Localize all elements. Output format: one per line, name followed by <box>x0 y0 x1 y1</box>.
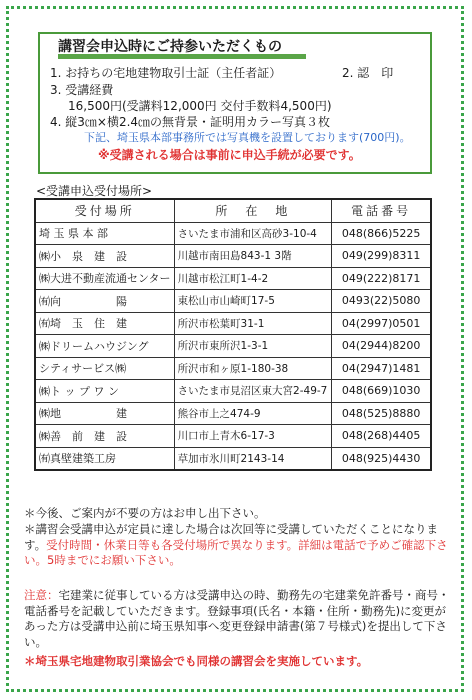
place-cell: ㈲向 陽 <box>35 290 174 313</box>
phone-cell: 048(525)8880 <box>332 402 431 425</box>
address-cell: 所沢市松葉町31-1 <box>174 312 332 335</box>
place-cell: ㈱小 泉 建 設 <box>35 245 174 268</box>
table-row <box>35 267 431 290</box>
table-row <box>35 312 431 335</box>
address-cell: さいたま市見沼区東大宮2-49-7 <box>174 380 332 403</box>
caution-label: 注意： <box>24 588 59 602</box>
phone-cell: 048(669)1030 <box>332 380 431 403</box>
phone-cell: 04(2997)0501 <box>332 312 431 335</box>
item-1: 1. お持ちの宅地建物取引士証（主任者証） <box>50 66 282 80</box>
address-cell: さいたま市浦和区高砂3-10-4 <box>174 222 332 245</box>
address-cell: 所沢市東所沢1-3-1 <box>174 335 332 358</box>
header-place: 受付場所 <box>35 199 174 222</box>
place-cell: ㈱地 建 <box>35 402 174 425</box>
table-row <box>35 335 431 358</box>
table-row <box>35 402 431 425</box>
place-cell: ㈱大进不動産流通センター <box>35 267 174 290</box>
item-3: 3. 受講経費 <box>50 83 114 97</box>
place-cell: 埼 玉 県 本 部 <box>35 222 174 245</box>
caution-text: 宅建業に従事している方は受講申込の時、勤務先の宅建業免許番号・商号・電話番号を記載していただきます。登録事項(氏名・本籍・住所・勤務先)に変更があった方は受講申込前に埼玉県知事へ変更登録申請書(第７号様式)を提出して下さい。 <box>24 588 450 649</box>
footer-note: ＊埼玉県宅地建物取引業協会でも同様の講習会を実施しています。 <box>24 654 369 668</box>
table-row <box>35 290 431 313</box>
requirements-title: 講習会申込時にご持参いただくもの <box>58 39 282 55</box>
phone-cell: 049(222)8171 <box>332 267 431 290</box>
phone-cell: 048(268)4405 <box>332 425 431 448</box>
item-3-detail: 16,500円(受講料12,000円 交付手数料4,500円) <box>68 99 332 113</box>
place-cell: ㈱善 前 建 設 <box>35 425 174 448</box>
address-cell: 川越市松江町1-4-2 <box>174 267 332 290</box>
table-row <box>35 447 431 470</box>
caution <box>24 588 452 650</box>
note-2-red: 受付時間・休業日等も各受付場所で異なります。詳細は電話で予めご確認下さい。5時までにお願い下さい。 <box>24 537 448 567</box>
table-row <box>35 380 431 403</box>
phone-cell: 04(2947)1481 <box>332 357 431 380</box>
place-cell: ㈱ドリームハウジング <box>35 335 174 358</box>
table-row <box>35 425 431 448</box>
phone-cell: 048(925)4430 <box>332 447 431 470</box>
header-phone: 電話番号 <box>332 199 431 222</box>
table-row <box>35 245 431 268</box>
note-2 <box>24 522 452 569</box>
address-cell: 川越市南田島843-1 3階 <box>174 245 332 268</box>
address-cell: 東松山市山崎町17-5 <box>174 290 332 313</box>
phone-cell: 048(866)5225 <box>332 222 431 245</box>
address-cell: 所沢市和ヶ原1-180-38 <box>174 357 332 380</box>
place-cell: ㈲埼 玉 住 建 <box>35 312 174 335</box>
address-cell: 草加市氷川町2143-14 <box>174 447 332 470</box>
table-header-row <box>35 199 431 222</box>
place-cell: ㈱ト ッ プ ワ ン <box>35 380 174 403</box>
phone-cell: 0493(22)5080 <box>332 290 431 313</box>
address-cell: 川口市上青木6-17-3 <box>174 425 332 448</box>
place-cell: ㈲真壁建築工房 <box>35 447 174 470</box>
photo-note: 下記、埼玉県本部事務所では写真機を設置しております(700円)。 <box>84 131 411 144</box>
locations-table <box>34 198 432 471</box>
place-cell: シティサービス㈱ <box>35 357 174 380</box>
item-2: 2. 認 印 <box>342 66 394 80</box>
advance-note: ※受講される場合は事前に申込手続が必要です。 <box>98 148 361 162</box>
phone-cell: 049(299)8311 <box>332 245 431 268</box>
note-1: ＊今後、ご案内が不要の方はお申し出下さい。 <box>24 506 266 520</box>
address-cell: 熊谷市上之474-9 <box>174 402 332 425</box>
item-4: 4. 縦3㎝×横2.4㎝の無背景・証明用カラー写真３枚 <box>50 115 331 129</box>
header-address: 所 在 地 <box>174 199 332 222</box>
table-row <box>35 222 431 245</box>
note-2-text: ＊講習会受講申込が定員に達した場合は次回等に受講していただくことになります。 <box>24 522 438 552</box>
phone-cell: 04(2944)8200 <box>332 335 431 358</box>
section-title: <受講申込受付場所> <box>36 184 153 198</box>
table-row <box>35 357 431 380</box>
